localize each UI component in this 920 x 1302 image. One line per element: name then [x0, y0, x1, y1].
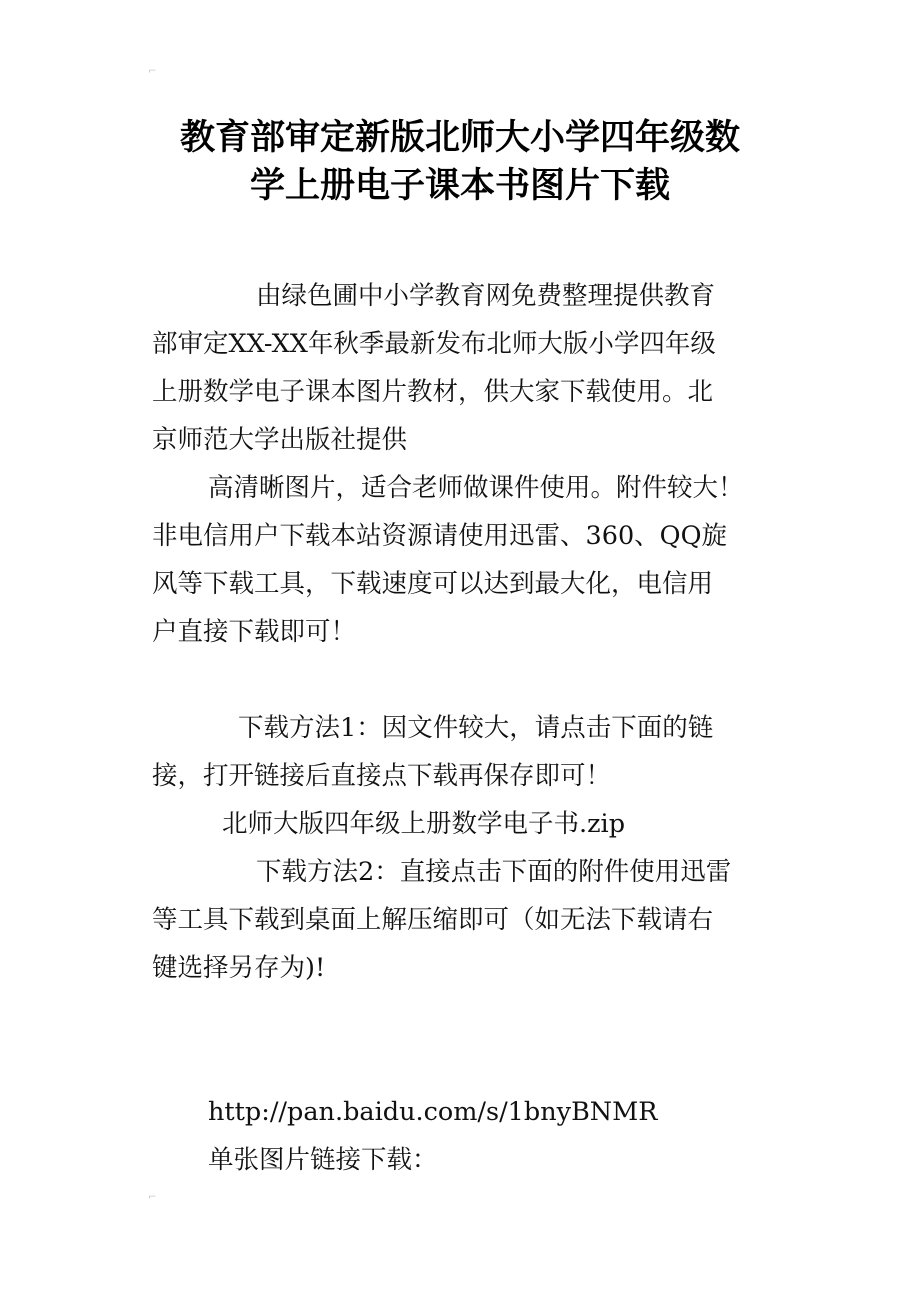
method2-line-3: 键选择另存为)! [152, 953, 326, 983]
notice-line-4: 户直接下载即可！ [152, 617, 357, 647]
document-title-line-2: 学上册电子课本书图片下载 [249, 166, 670, 206]
notice-line-2: 非电信用户下载本站资源请使用迅雷、360、QQ旋 [152, 521, 727, 551]
method2-line-1: 下载方法2：直接点击下面的附件使用迅雷 [256, 857, 732, 887]
zip-download-link[interactable]: 北师大版四年级上册数学电子书.zip [222, 809, 626, 839]
intro-line-4: 京师范大学出版社提供 [152, 425, 408, 455]
intro-line-3: 上册数学电子课本图片教材，供大家下载使用。北 [152, 377, 714, 407]
document-title-line-1: 教育部审定新版北师大小学四年级数 [179, 118, 740, 158]
baidu-pan-link[interactable]: http://pan.baidu.com/s/1bnyBNMR [208, 1097, 658, 1127]
intro-line-2: 部审定XX-XX年秋季最新发布北师大版小学四年级 [152, 329, 716, 359]
notice-line-1: 高清晰图片，适合老师做课件使用。附件较大！ [208, 473, 744, 503]
corner-mark-top: ⌐ [148, 66, 157, 77]
notice-line-3: 风等下载工具，下载速度可以达到最大化，电信用 [152, 569, 714, 599]
method1-line-1: 下载方法1：因文件较大，请点击下面的链 [238, 713, 714, 743]
method2-line-2: 等工具下载到桌面上解压缩即可（如无法下载请右 [152, 905, 714, 935]
corner-mark-bottom: ⌐ [148, 1192, 157, 1203]
intro-line-1: 由绿色圃中小学教育网免费整理提供教育 [256, 281, 716, 311]
method1-line-2: 接，打开链接后直接点下载再保存即可！ [152, 761, 612, 791]
single-image-download-label: 单张图片链接下载： [208, 1145, 438, 1175]
